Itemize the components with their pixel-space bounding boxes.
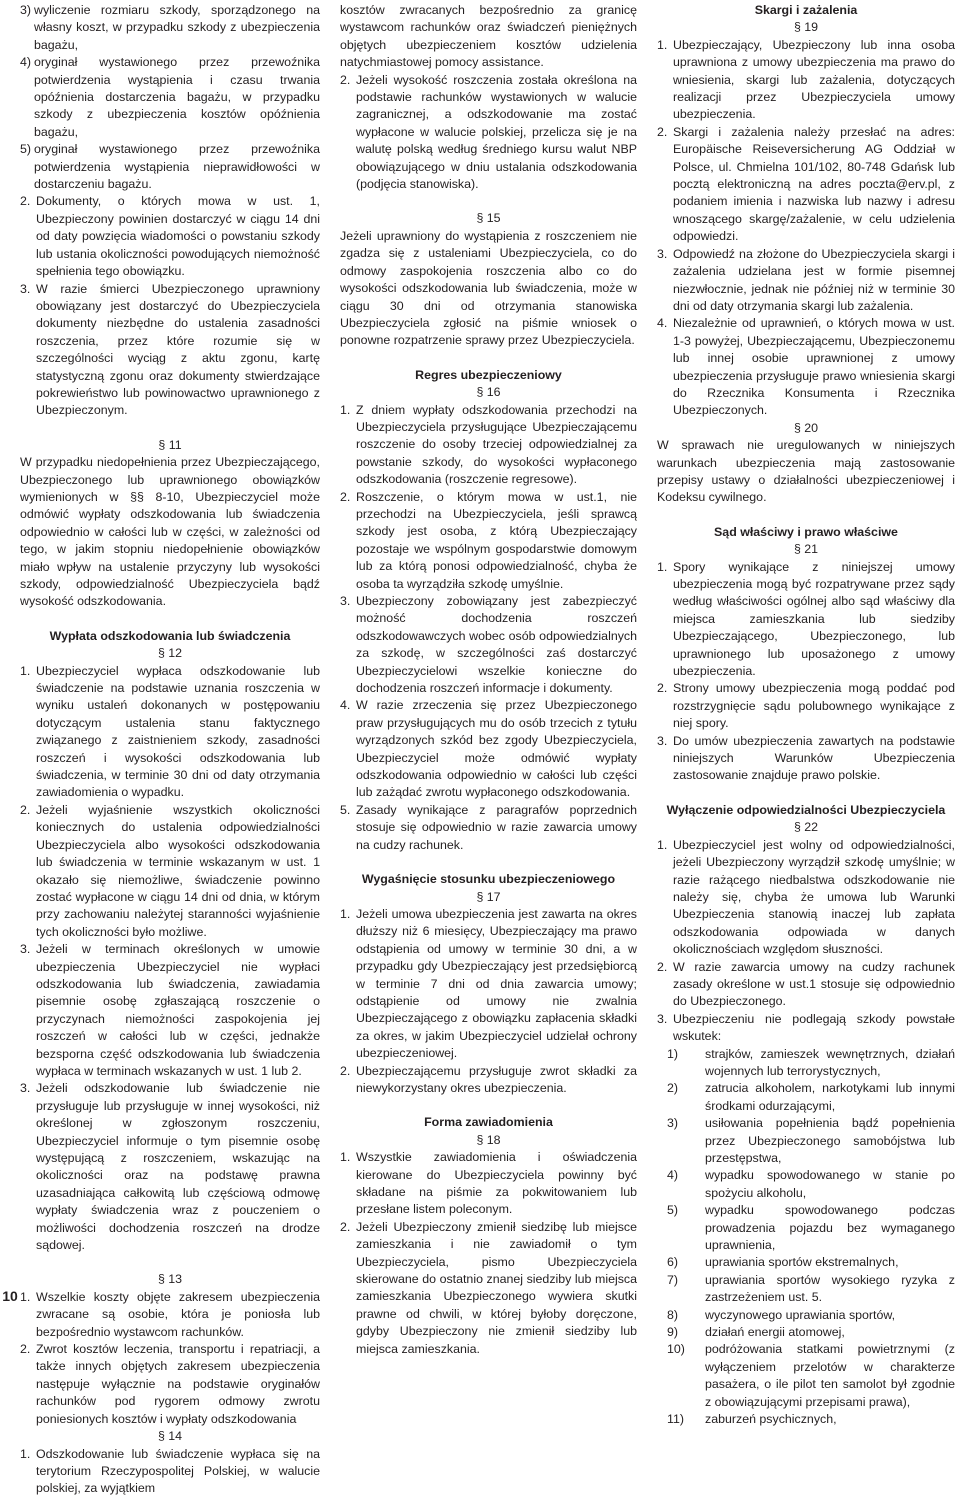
- item-number: 2.: [20, 1342, 31, 1357]
- sub-list-item: [657, 1254, 955, 1271]
- sub-list-item: [657, 1411, 955, 1428]
- section-text: W sprawach nie uregulowanych w niniejszych warunkach ubezpieczenia mają zastosowanie przepisy ustawy o działalności ubezpieczeniowej i Kodeksu cywilnego.: [657, 438, 955, 505]
- section-heading: Wygaśnięcie stosunku ubezpieczeniowego: [361, 872, 616, 887]
- item-number: 2.: [340, 72, 351, 87]
- list-number: 5): [20, 142, 32, 157]
- item-number: 1.: [657, 559, 668, 574]
- item-number: 3.: [657, 733, 668, 748]
- sub-item-text: zaburzeń psychicznych,: [705, 1412, 837, 1427]
- sub-item-text: wypadku spowodowanego w stanie po spożyciu alkoholu,: [705, 1168, 955, 1200]
- section-heading: Skargi i zażalenia: [754, 3, 858, 17]
- sub-item-number: 7): [667, 1272, 679, 1287]
- item-number: 1.: [340, 906, 351, 921]
- item-text: Zwrot kosztów leczenia, transportu i repatriacji, a także innych objętych zakresem ubezpieczenia następuje wyłącznie na podstawie oryginałów rachunków pod rygorem odmowy zwrotu poniesionych kosztów i wypłaty odszkodowania: [36, 1342, 320, 1426]
- section-heading: Wypłata odszkodowania lub świadczenia: [49, 628, 291, 643]
- item-text: Jeżeli wyjaśnienie wszystkich okoliczności koniecznych do ustalenia odpowiedzialności Ubezpieczyciela albo wysokości odszkodowania lub świadczenia w terminie wskazanym w ust. 1 okazało się niemożliwe, świadczenie powinno zostać wypłacone w ciągu 14 dni od dnia, w którym przy zachowaniu należytej staranności wyjaśnienie tych okoliczności było możliwe.: [36, 802, 320, 939]
- continued-text: kosztów zwracanych bezpośrednio za granicę wystawcom rachunków oraz świadczeń pieniężnych objętych ubezpieczeniem kosztów udzielenia natychmiastowej pomocy assistance.: [340, 3, 637, 70]
- sub-item-text: strajków, zamieszek wewnętrznych, działań wojennych lub terrorystycznych,: [705, 1046, 955, 1078]
- sub-item-text: wypadku spowodowanego podczas prowadzenia pojazdu bez wymaganego uprawnienia,: [705, 1203, 955, 1253]
- item-number: 1.: [20, 1289, 31, 1304]
- item-text: Wszelkie koszty objęte zakresem ubezpieczenia zwracane są osobie, która je poniosła lub bezpośrednio wystawcom rachunków.: [36, 1289, 320, 1339]
- sub-item-text: zatrucia alkoholem, narkotykami lub innymi środkami odurzającymi,: [705, 1081, 955, 1113]
- item-number: 3.: [20, 1081, 31, 1096]
- item-text: Jeżeli w terminach określonych w umowie ubezpieczenia Ubezpieczyciel nie wypłaci odszkodowania lub świadczenia, zawiadamia pisemnie osobę zgłaszającą roszczenie o przyczynach niemożności zaspokojenia jej roszczeń w całości lub w części, jednakże bezsporna część odszkodowania lub świadczenia wypłaca w terminach wskazanych w ust. 1 lub 2.: [36, 942, 320, 1078]
- sub-list-item: [657, 1115, 955, 1167]
- item-text: Spory wynikające z niniejszej umowy ubezpieczenia mogą być rozpatrywane przez sądy według właściwości ogólnej albo sąd właściwy dla miejsca zamieszkania lub siedziby Ubezpieczającego, Ubezpieczonego, lub uprawnionego lub uposażonego z umowy ubezpieczenia.: [673, 559, 955, 679]
- list-text: oryginał wystawionego przez przewoźnika potwierdzenia wystąpienia i czasu trwania opóźnienia dostarczenia bagażu, w przypadku szkody z ubezpieczenia kosztów opóźnienia bagażu,: [34, 55, 320, 139]
- item-text: Skargi i zażalenia należy przesłać na adres: Europäische Reiseversicherung AG Oddział w Polsce, ul. Chmielna 101/102, 80-748 Gdańsk lub pocztą elektroniczną na adres poczta@erv.pl, z podaniem imienia i nazwiska lub nazwy i adresu wnoszącego skargę/zażalenie, w celu udzielenia odpowiedzi.: [673, 124, 955, 244]
- item-number: 1.: [340, 1150, 351, 1165]
- item-number: 3.: [20, 942, 31, 957]
- column-middle: [340, 2, 637, 1358]
- item-number: 1.: [657, 37, 668, 52]
- list-text: wyliczenie rozmiaru szkody, sporządzonego na własny koszt, w przypadku szkody z ubezpieczenia bagażu,: [34, 3, 320, 52]
- paragraph-item: [20, 1341, 320, 1428]
- sub-item-number: 9): [667, 1325, 679, 1340]
- paragraph-item: [340, 402, 637, 489]
- section-heading: Regres ubezpieczeniowy: [415, 367, 562, 382]
- item-number: 3.: [657, 1011, 668, 1026]
- sub-item-number: 3): [667, 1116, 679, 1131]
- paragraph-item: [20, 941, 320, 1080]
- item-text: Jeżeli Ubezpieczony zmienił siedzibę lub miejsce zamieszkania i nie zawiadomił o tym Ubezpieczyciela, pismo Ubezpieczyciela skierowane do ostatnio znanej siedziby lub miejsca zamieszkania Ubezpieczonego wywiera skutki prawne od chwili, w której byłoby doręczone, gdyby Ubezpieczony nie zmienił siedziby lub miejsca zamieszkania.: [356, 1219, 637, 1356]
- sub-list-item: [657, 1307, 955, 1324]
- sub-list-item: [657, 1046, 955, 1081]
- section-number: § 20: [793, 420, 819, 435]
- item-text: Ubezpieczający, Ubezpieczony lub inna osoba uprawniona z umowy ubezpieczenia ma prawo do wniesienia, skargi lub zażalenia, dotyczących realizacji przez Ubezpieczyciela umowy ubezpieczenia.: [673, 37, 955, 122]
- section-text: Jeżeli uprawniony do wystąpienia z roszczeniem nie zgadza się z ustaleniami Ubezpieczyciela, co do odmowy zaspokojenia roszczenia albo co do wysokości odszkodowania lub świadczenia, może w ciągu 30 dni od otrzymania stanowiska Ubezpieczyciela zgłosić na piśmie wniosek o ponowne rozpatrzenie sprawy przez Ubezpieczyciela.: [340, 228, 637, 348]
- sub-list-item: [657, 1202, 955, 1254]
- item-number: 2.: [340, 1219, 351, 1234]
- sub-item-number: 8): [667, 1307, 679, 1322]
- list-item: [20, 2, 320, 54]
- item-text: W razie śmierci Ubezpieczonego uprawniony obowiązany jest dostarczyć do Ubezpieczyciela dokumenty niezbędne do ustalenia zasadności roszczenia, przez które rozumie się w szczególności wyciąg z aktu zgonu, kartę statystyczną zgonu oraz dokumenty stwierdzające pokrewieństwo lub powinowactwo uprawnionego z Ubezpieczonym.: [36, 281, 320, 418]
- sub-list-item: [657, 1272, 955, 1307]
- section-text: W przypadku niedopełnienia przez Ubezpieczającego, Ubezpieczonego lub uprawnionego obowiązków wymienionych w §§ 8-10, Ubezpieczyciel może odmówić wypłaty odszkodowania lub świadczenia odpowiednio w całości lub w części, w zależności od tego, w jakim stopniu niedopełnienie obowiązków miało wpływ na ustalenie przyczyny lub wysokości szkody, odpowiedzialność Ubezpieczyciela bądź wysokość odszkodowania.: [20, 455, 320, 609]
- paragraph-item: [340, 593, 637, 697]
- sub-list-item: [657, 1324, 955, 1341]
- paragraph-item: [340, 1149, 637, 1219]
- sub-item-number: 11): [667, 1412, 684, 1427]
- sub-item-number: 10): [667, 1342, 685, 1357]
- sub-item-number: 5): [667, 1203, 679, 1218]
- item-text: W razie zrzeczenia się przez Ubezpieczonego praw przysługujących mu do osób trzecich z tytułu wyrządzonych szkód bez zgody Ubezpieczyciela, Ubezpieczyciel może odmówić wypłaty odszkodowania odpowiednio w całości lub części lub zażądać zwrotu wypłaconego odszkodowania.: [356, 698, 637, 800]
- list-text: oryginał wystawionego przez przewoźnika potwierdzenia wystąpienia nieprawidłowości w dostarczeniu bagażu.: [34, 142, 320, 192]
- sub-item-text: usiłowania popełnienia bądź popełnienia przez Ubezpieczonego samobójstwa lub przestępstwa,: [705, 1116, 955, 1165]
- section-number: § 16: [476, 385, 501, 400]
- paragraph-item: [657, 246, 955, 316]
- paragraph-item: [340, 1063, 637, 1098]
- item-text: Zasady wynikające z paragrafów poprzednich stosuje się odpowiednio w razie zawarcia umowy na cudzy rachunek.: [356, 802, 637, 852]
- item-number: 2.: [657, 681, 668, 696]
- item-number: 2.: [657, 959, 668, 974]
- paragraph-item: [20, 193, 320, 280]
- sub-list-item: [657, 1167, 955, 1202]
- item-number: 1.: [20, 1446, 31, 1461]
- item-text: Wszystkie zawiadomienia i oświadczenia kierowane do Ubezpieczyciela powinny być składane na piśmie za pokwitowaniem lub przesłane listem poleconym.: [356, 1150, 637, 1217]
- paragraph-item: [657, 959, 955, 1011]
- section-number: § 13: [157, 1272, 183, 1287]
- item-text: Ubezpieczony zobowiązany jest zabezpieczyć możność dochodzenia roszczeń odszkodowawczych wobec osób odpowiedzialnych za szkodę, w szczególności zaś dostarczyć Ubezpieczycielowi wszelkie konieczne do dochodzenia roszczeń informacje i dokumenty.: [356, 594, 637, 696]
- section-number: § 19: [793, 20, 819, 35]
- item-text: Dokumenty, o których mowa w ust. 1, Ubezpieczony powinien dostarczyć w ciągu 14 dni od daty powzięcia wiadomości o powstaniu szkody lub ustania okoliczności powodujących niemożność spełnienia tego obowiązku.: [36, 194, 320, 279]
- column-right: [657, 2, 955, 1429]
- sub-item-text: podróżowania statkami powietrznymi (z wyłączeniem przelotów w charakterze pasażera, o ile pilot ten samolot był zgodnie z obowiązującymi przepisami prawa),: [705, 1342, 955, 1409]
- paragraph-item: [340, 489, 637, 593]
- item-text: Odpowiedź na złożone do Ubezpieczyciela skargi i zażalenia udzielana jest w formie pisemnej niezwłocznie, jednak nie później niż w terminie 30 dni od daty otrzymania skargi lub zażalenia.: [673, 246, 955, 313]
- item-number: 2.: [20, 194, 31, 209]
- item-number: 3.: [20, 281, 31, 296]
- item-text: Do umów ubezpieczenia zawartych na podstawie niniejszych Warunków Ubezpieczenia zastosowanie znajduje prawo polskie.: [673, 733, 955, 783]
- item-number: 2.: [340, 489, 351, 504]
- item-number: 1.: [20, 663, 31, 678]
- paragraph-item: [657, 733, 955, 785]
- paragraph-item: [657, 559, 955, 681]
- item-number: 2.: [340, 1063, 351, 1078]
- paragraph-item: [340, 1219, 637, 1358]
- sub-item-number: 4): [667, 1168, 679, 1183]
- paragraph-item: [20, 1080, 320, 1254]
- paragraph-item: [657, 37, 955, 124]
- item-number: 1.: [340, 402, 351, 417]
- item-text: Ubezpieczającemu przysługuje zwrot składki za niewykorzystany okres ubezpieczenia.: [356, 1063, 637, 1095]
- item-text: Jeżeli odszkodowanie lub świadczenie nie przysługuje lub przysługuje w innej wysokości, niż określonej w zgłoszonym roszczeniu, Ubezpieczyciel informuje o tym pisemnie osobę występującą z roszczeniem, wskazując na okoliczności oraz na podstawę prawna uzasadniająca całkowitą lub częściową odmowę wypłaty świadczenia wraz z pouczeniem o możliwości dochodzenia roszczeń na drodze sądowej.: [36, 1081, 320, 1253]
- sub-item-number: 6): [667, 1255, 679, 1270]
- paragraph-item: [20, 663, 320, 802]
- sub-list-item: [657, 1341, 955, 1411]
- section-number: § 14: [157, 1429, 183, 1444]
- sub-item-text: uprawiania sportów wysokiego ryzyka z zastrzeżeniem ust. 5.: [705, 1272, 955, 1305]
- paragraph-item: [340, 697, 637, 801]
- item-text: Z dniem wypłaty odszkodowania przechodzi na Ubezpieczyciela przysługujące Ubezpieczającemu roszczenie do osoby trzeciej odpowiedzialnej za powstanie szkody, do wysokości wypłaconego odszkodowania (roszczenie regresowe).: [356, 402, 637, 487]
- paragraph-item: [20, 802, 320, 941]
- item-number: 2.: [20, 802, 31, 817]
- list-item: [20, 141, 320, 193]
- item-number: 3.: [657, 246, 668, 261]
- section-number: § 22: [793, 820, 819, 835]
- list-number: 3): [20, 3, 32, 17]
- item-number: 4.: [340, 698, 351, 713]
- item-text: Odszkodowanie lub świadczenie wypłaca się na terytorium Rzeczypospolitej Polskiej, w walucie polskiej, za wyjątkiem: [36, 1446, 320, 1496]
- paragraph-item: [657, 315, 955, 419]
- section-heading: Wyłączenie odpowiedzialności Ubezpieczyciela: [666, 802, 946, 817]
- sub-item-text: działań energii atomowej,: [705, 1325, 845, 1340]
- paragraph-item: [340, 72, 637, 194]
- page-number: 10: [2, 1288, 18, 1304]
- item-text: Jeżeli umowa ubezpieczenia jest zawarta na okres dłuższy niż 6 miesięcy, Ubezpieczający ma prawo odstąpienia od umowy w terminie 30 dni, a w przypadku gdy Ubezpieczający jest przedsiębiorcą w terminie 7 dni od dnia zawarcia umowy; odstąpienie od umowy nie zwalnia Ubezpieczającego z obowiązku zapłacenia składki za okres, w jakim Ubezpieczyciel udzielał ochrony ubezpieczeniowej.: [356, 906, 637, 1061]
- item-text: Ubezpieczyciel jest wolny od odpowiedzialności, jeżeli Ubezpieczony wyrządził szkodę umyślnie; w razie rażącego niedbalstwa odszkodowanie nie należy się, chyba że umowa lub Warunki Ubezpieczenia stanowią inaczej lub zapłata odszkodowania odpowiada w danych okolicznościach względom słuszności.: [673, 837, 955, 957]
- item-number: 5.: [340, 802, 351, 817]
- item-number: 3.: [340, 594, 351, 608]
- paragraph-item: [20, 1446, 320, 1498]
- list-item: [20, 54, 320, 141]
- section-number: § 12: [157, 646, 183, 661]
- section-heading: Sąd właściwy i prawo właściwe: [714, 524, 898, 539]
- paragraph-item: [20, 1289, 320, 1341]
- sub-item-text: wyczynowego uprawiania sportów,: [705, 1307, 896, 1322]
- paragraph-item: [657, 837, 955, 959]
- item-text: W razie zawarcia umowy na cudzy rachunek zasady określone w ust.1 stosuje się odpowiednio do Ubezpieczonego.: [673, 959, 955, 1009]
- item-number: 1.: [657, 837, 668, 852]
- section-number: § 17: [476, 889, 501, 904]
- section-number: § 18: [476, 1132, 501, 1147]
- sub-list-item: [657, 1080, 955, 1115]
- item-number: 4.: [657, 316, 668, 331]
- paragraph-item: [340, 906, 637, 1063]
- paragraph-item: [657, 124, 955, 246]
- section-number: § 21: [793, 542, 819, 557]
- section-heading: Forma zawiadomienia: [424, 1115, 553, 1130]
- sub-item-text: uprawiania sportów ekstremalnych,: [705, 1255, 899, 1270]
- item-text: Ubezpieczeniu nie podlegają szkody powstałe wskutek:: [673, 1011, 955, 1044]
- column-left: [20, 2, 320, 1498]
- item-text: Ubezpieczyciel wypłaca odszkodowanie lub świadczenie na podstawie uznania roszczenia w wyniku ustaleń dokonanych w postępowaniu dotyczącym ustalenia stanu faktycznego związanego z zaistnieniem szkody, zasadności roszczeń i wysokości odszkodowania lub świadczenia, w terminie 30 dni od daty otrzymania zawiadomienia o wypadku.: [36, 663, 320, 800]
- sub-item-number: 1): [667, 1046, 679, 1061]
- paragraph-item: [657, 680, 955, 732]
- list-number: 4): [20, 55, 32, 70]
- paragraph-item: [340, 802, 637, 854]
- paragraph-item: [20, 281, 320, 420]
- item-text: Strony umowy ubezpieczenia mogą poddać pod rozstrzygnięcie sądu polubownego wynikające z niej spory.: [673, 681, 955, 731]
- sub-item-number: 2): [667, 1081, 679, 1096]
- paragraph-item: [657, 1011, 955, 1046]
- item-text: Jeżeli wysokość roszczenia została określona na podstawie rachunków wystawionych w walucie zagranicznej, a odszkodowanie ma zostać wypłacone w walucie polskiej, przelicza się je na walutę polską według średniego kursu walut NBP obowiązującego w dniu ustalania odszkodowania (podjęcia stanowiska).: [356, 72, 637, 192]
- section-number: § 15: [476, 211, 501, 226]
- item-text: Niezależnie od uprawnień, o których mowa w ust. 1-3 powyżej, Ubezpieczającemu, Ubezpieczonemu lub innej osobie uprawnionej z umowy ubezpieczenia przysługuje prawo wniesienia skargi do Rzecznika Konsumenta i Rzecznika Ubezpieczonych.: [673, 316, 955, 418]
- item-text: Roszczenie, o którym mowa w ust.1, nie przechodzi na Ubezpieczyciela, jeśli sprawcą szkody jest osoba, z którą Ubezpieczający pozostaje we wspólnym gospodarstwie domowym lub za którą ponosi odpowiedzialność, chyba że osoba ta wyrządziła szkodę umyślnie.: [356, 489, 637, 591]
- section-number: § 11: [158, 437, 182, 452]
- item-number: 2.: [657, 124, 668, 139]
